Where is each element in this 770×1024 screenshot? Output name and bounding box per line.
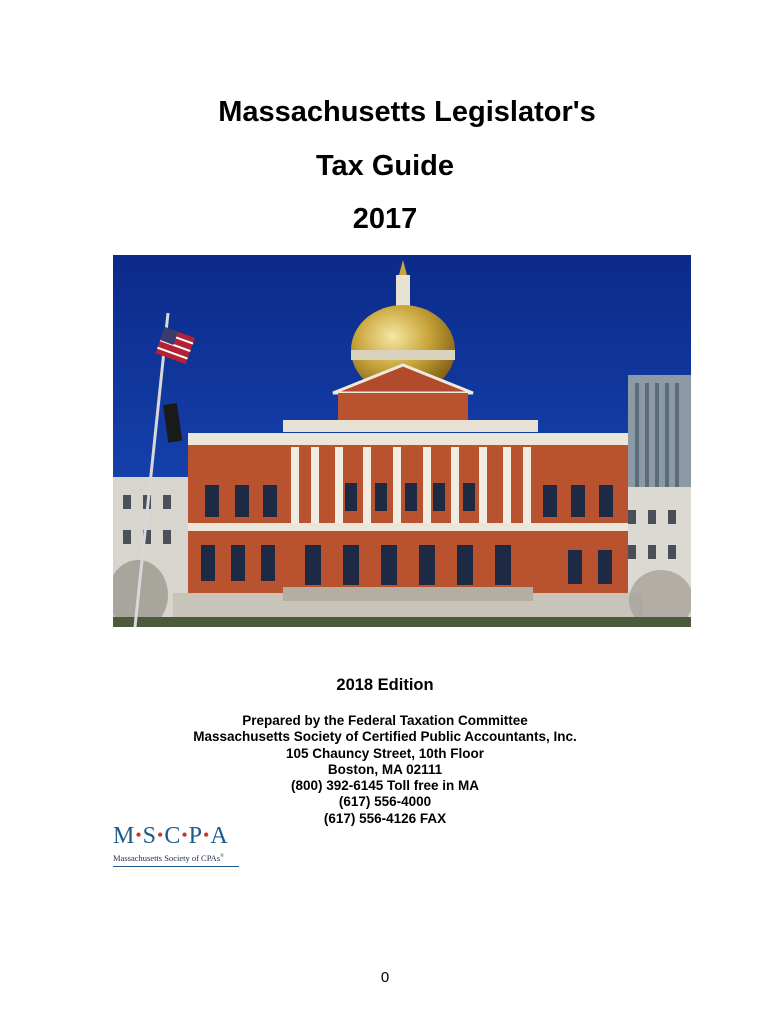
main-phone: (617) 556-4000 bbox=[338, 794, 432, 810]
street-address: 105 Chauncy Street, 10th Floor bbox=[285, 745, 485, 761]
page-number: 0 bbox=[380, 969, 390, 986]
prepared-by-line: Prepared by the Federal Taxation Committee bbox=[242, 713, 528, 728]
logo-letters: M•S•C•P•A bbox=[113, 823, 228, 849]
edition-label: 2018 Edition bbox=[336, 676, 434, 694]
fax-number: (617) 556-4126 FAX bbox=[323, 810, 447, 826]
city-state-zip: Boston, MA 02111 bbox=[327, 761, 443, 777]
document-title-line-2: Tax Guide bbox=[315, 150, 455, 182]
logo-subtitle: Massachusetts Society of CPAs® bbox=[113, 853, 239, 867]
preparer-info bbox=[0, 713, 770, 827]
state-house-photo bbox=[113, 255, 691, 627]
mscpa-logo bbox=[113, 822, 239, 872]
toll-free-phone: (800) 392-6145 Toll free in MA bbox=[290, 778, 480, 794]
document-title-year: 2017 bbox=[352, 203, 418, 235]
organization-name: Massachusetts Society of Certified Public Accountants, Inc. bbox=[193, 729, 577, 745]
document-title-line-1: Massachusetts Legislator's bbox=[218, 96, 596, 128]
